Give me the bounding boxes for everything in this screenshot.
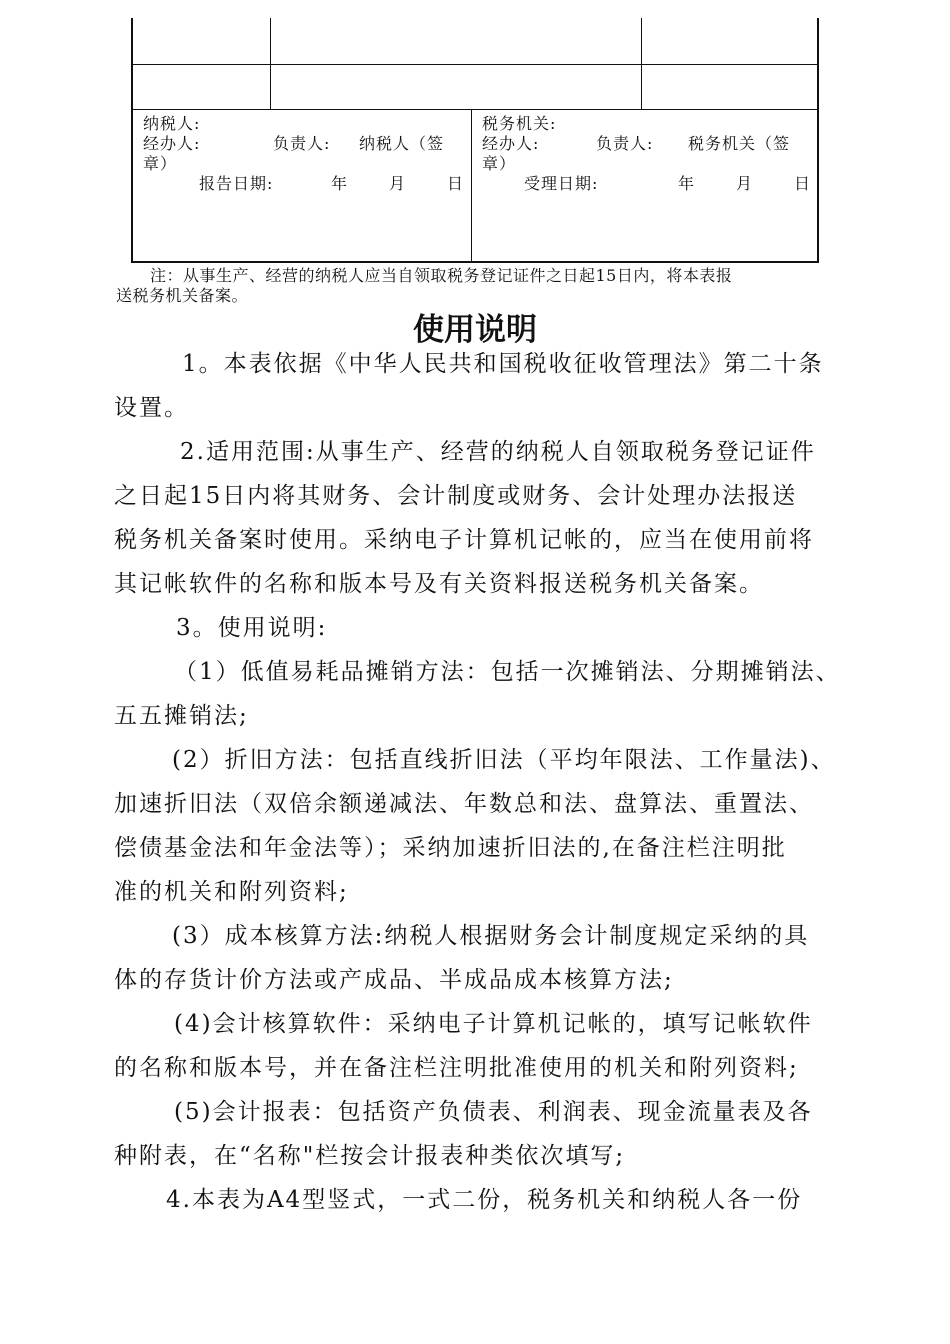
form-note [116,266,836,306]
instruction-line: 偿债基金法和年金法等）；采纳加速折旧法的,在备注栏注明批 [114,835,787,861]
instruction-line: 3。使用说明: [176,615,328,641]
instruction-line: 五五摊销法; [114,703,249,729]
acceptance-date-label: 受理日期: [524,174,599,193]
taxpayer-person-in-charge-label: 负责人: [273,134,331,153]
instruction-line: 4.本表为A4型竖式，一式二份，税务机关和纳税人各一份 [166,1187,803,1213]
tax-authority-label: 税务机关: [482,114,557,133]
acceptance-date-day: 日 [794,174,812,193]
table-cell-divider [270,64,271,109]
instruction-line: 准的机关和附列资料; [114,879,349,905]
tax-authority-signature-block [482,114,812,194]
report-date-year: 年 [331,174,349,193]
taxpayer-seal-label: 纳税人（签 [359,134,445,153]
tax-authority-handler-label: 经办人: [482,134,540,153]
form-note-line: 送税务机关备案。 [116,286,249,305]
taxpayer-handler-label: 经办人: [143,134,201,153]
instruction-line: (2）折旧方法：包括直线折旧法（平均年限法、工作量法)、 [172,747,836,773]
instruction-line: 加速折旧法（双倍余额递减法、年数总和法、盘算法、重置法、 [114,791,814,817]
instruction-line: 其记帐软件的名称和版本号及有关资料报送税务机关备案。 [114,571,764,597]
registration-form-table [131,18,819,263]
acceptance-date-month: 月 [736,174,754,193]
signature-divider [471,110,472,261]
instruction-line: 税务机关备案时使用。采纳电子计算机记帐的，应当在使用前将 [114,527,814,553]
form-note-line: 注：从事生产、经营的纳税人应当自领取税务登记证件之日起15日内，将本表报 [150,266,733,285]
report-date-month: 月 [389,174,407,193]
table-row [133,64,817,110]
table-cell-divider [641,18,642,64]
instruction-line: （1）低值易耗品摊销方法：包括一次摊销法、分期摊销法、 [174,659,841,685]
tax-authority-person-in-charge-label: 负责人: [596,134,654,153]
tax-authority-seal-label-cont: 章） [482,154,517,173]
acceptance-date-year: 年 [678,174,696,193]
table-cell-divider [270,18,271,64]
instruction-line: (5)会计报表：包括资产负债表、利润表、现金流量表及各 [174,1099,813,1125]
report-date-day: 日 [447,174,465,193]
table-row [133,18,817,65]
signature-area [133,110,817,261]
page-title: 使用说明 [413,312,537,348]
taxpayer-signature-block [143,114,465,194]
instruction-line: 的名称和版本号，并在备注栏注明批准使用的机关和附列资料; [114,1055,799,1081]
report-date-label: 报告日期: [199,174,274,193]
tax-authority-seal-label: 税务机关（签 [688,134,791,153]
instruction-line: (4)会计核算软件：采纳电子计算机记帐的，填写记帐软件 [174,1011,813,1037]
taxpayer-seal-label-cont: 章） [143,154,178,173]
instruction-line: 2.适用范围:从事生产、经营的纳税人自领取税务登记证件 [180,439,816,465]
instruction-line: 之日起15日内将其财务、会计制度或财务、会计处理办法报送 [114,483,798,509]
instruction-line: 设置。 [114,395,189,421]
instruction-line: 种附表，在“名称"栏按会计报表种类依次填写; [114,1143,626,1169]
table-cell-divider [641,64,642,109]
instruction-line: 体的存货计价方法或产成品、半成品成本核算方法; [114,967,674,993]
instruction-line: (3）成本核算方法:纳税人根据财务会计制度规定采纳的具 [172,923,810,949]
taxpayer-label: 纳税人: [143,114,201,133]
instruction-line: 1。本表依据《中华人民共和国税收征收管理法》第二十条 [182,351,824,377]
